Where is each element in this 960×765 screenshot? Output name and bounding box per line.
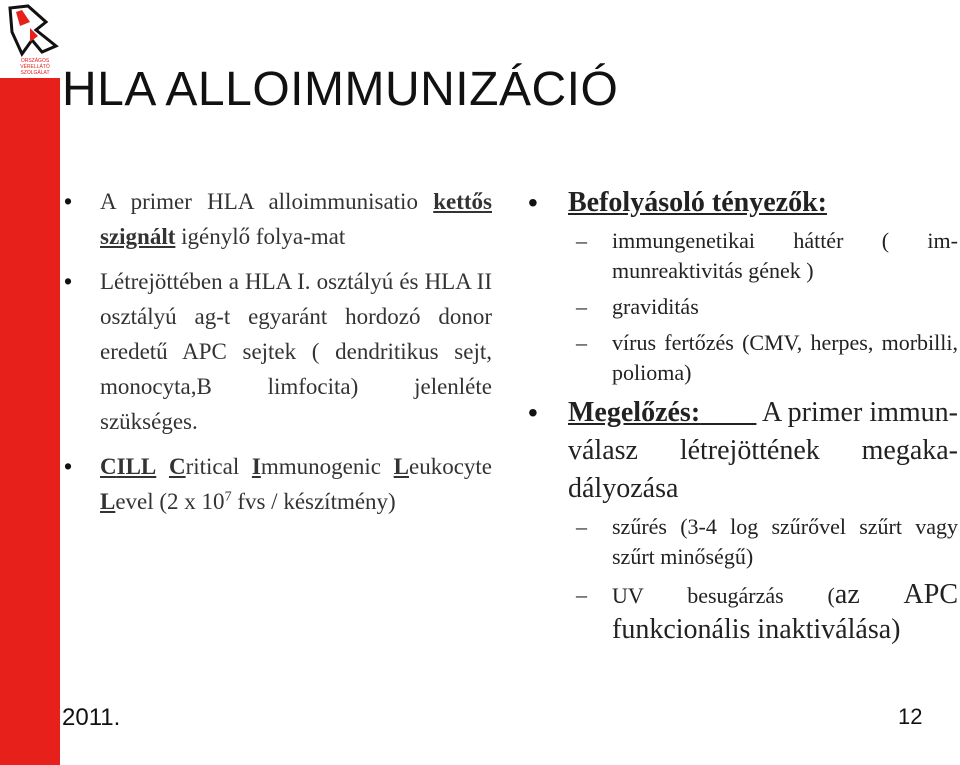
uv-text: UV besugárzás ( (612, 583, 835, 608)
svg-text:VÉRELLÁTÓ: VÉRELLÁTÓ (20, 64, 50, 70)
word-level: evel (2 x 10 (115, 489, 225, 514)
right-bullet-1 (528, 184, 958, 222)
dash-item-3: – vírus fertőzés (CMV, herpes, morbilli, polioma) (528, 328, 958, 388)
org-logo-icon (2, 2, 68, 76)
right-column (528, 184, 958, 654)
word-immunogenic: mmunogenic (260, 454, 381, 479)
bullet-1-text-end: igénylő folya-mat (175, 224, 346, 249)
acronym-ill: ILL (116, 454, 157, 479)
left-column (60, 184, 492, 529)
acronym-critical-c: C (168, 454, 186, 479)
dash-item-4: – szűrés (3-4 log szűrővel szűrt vagy szűrt minőségű) (528, 512, 958, 572)
page-number: 12 (898, 704, 923, 729)
page-title: HLA ALLOIMMUNIZÁCIÓ (62, 63, 619, 116)
acronym-l2: L (100, 489, 116, 514)
left-bullet-1 (60, 184, 492, 254)
acronym-l: L (393, 454, 409, 479)
word-leukocyte: eukocyte (408, 454, 492, 479)
exponent: 7 (224, 489, 232, 505)
bullet-1-text: A primer HLA alloimmunisatio (100, 189, 434, 214)
factors-heading: Befolyásoló tényezők: (568, 187, 827, 218)
bullet-1-emphasis: kettős szignált (100, 189, 492, 249)
left-bullet-3 (60, 449, 492, 519)
left-bullet-2: • Létrejöttében a HLA I. osztályú és HLA II osztályú ag-t egyaránt hordozó donor eredetű APC sejtek ( dendritikus sejt, monocyta,B limfocita) jelenléte szükséges. (60, 264, 492, 439)
footer-year: 2011. (62, 704, 121, 731)
red-sidebar-bar (0, 78, 60, 765)
acronym-c: C (100, 454, 117, 479)
prevention-heading: Megelőzés: (568, 397, 701, 428)
word-critical: ritical (185, 454, 240, 479)
dash-item-2: – graviditás (528, 292, 958, 322)
dash-item-5 (528, 578, 958, 648)
uv-text-large: az APC funkcionális inaktiválása) (612, 579, 959, 645)
dash-item-1: – immungenetikai háttér ( im-munreaktivitás gének ) (528, 226, 958, 286)
svg-text:ORSZÁGOS: ORSZÁGOS (20, 58, 50, 64)
prevention-text: A primer immun-válasz létrejöttének megaka-dályozása (568, 397, 958, 504)
acronym-i: I (251, 454, 261, 479)
word-rest: fvs / készítmény) (231, 489, 396, 514)
right-bullet-2 (528, 394, 958, 508)
svg-text:SZOLGÁLAT: SZOLGÁLAT (20, 70, 50, 76)
